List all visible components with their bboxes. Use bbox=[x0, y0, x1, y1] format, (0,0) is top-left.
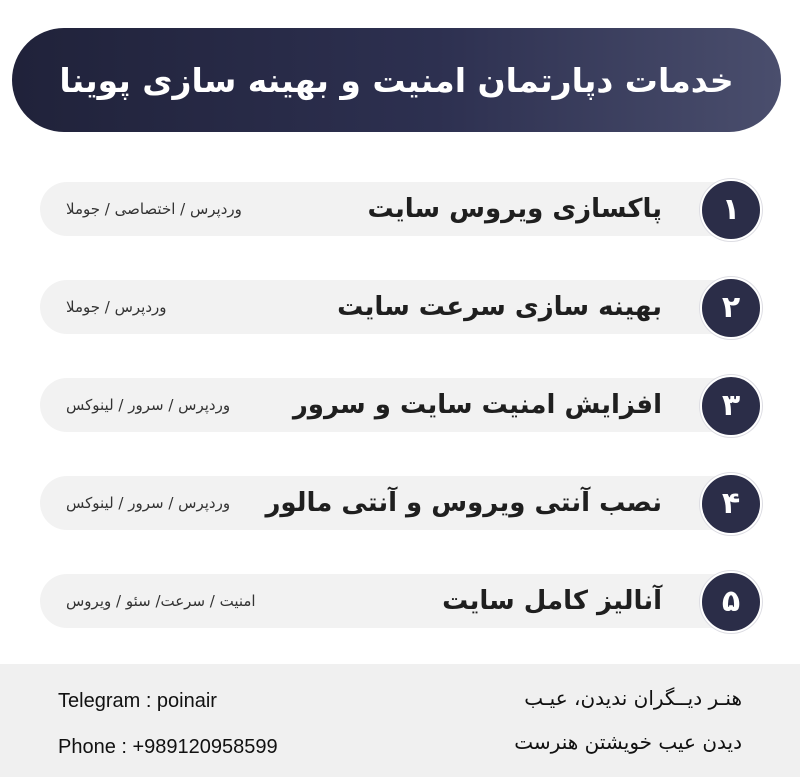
service-item-5 bbox=[40, 574, 758, 628]
footer bbox=[0, 664, 800, 777]
telegram-contact: Telegram : poinair bbox=[58, 690, 217, 712]
service-platforms: وردپرس / سرور / لینوکس bbox=[66, 494, 231, 512]
service-title: پاکسازی ویروس سایت bbox=[367, 194, 662, 224]
service-number-badge: ۳ bbox=[700, 375, 762, 437]
page-title: خدمات دپارتمان امنیت و بهینه سازی پوینا bbox=[12, 28, 781, 132]
service-title: نصب آنتی ویروس و آنتی مالور bbox=[265, 488, 662, 518]
service-title: آنالیز کامل سایت bbox=[442, 586, 662, 616]
service-number-badge: ۱ bbox=[700, 179, 762, 241]
service-number-badge: ۲ bbox=[700, 277, 762, 339]
phone-contact: Phone : +989120958599 bbox=[58, 736, 278, 758]
service-platforms: وردپرس / جوملا bbox=[66, 298, 167, 316]
quote-line-1: هنـر دیــگران ندیدن، عیـب bbox=[524, 686, 742, 710]
service-number-badge: ۴ bbox=[700, 473, 762, 535]
service-platforms: امنیت / سرعت/ سئو / ویروس bbox=[66, 592, 256, 610]
service-title: بهینه سازی سرعت سایت bbox=[337, 292, 662, 322]
service-title: افزایش امنیت سایت و سرور bbox=[292, 390, 662, 420]
service-platforms: وردپرس / اختصاصی / جوملا bbox=[66, 200, 242, 218]
quote-line-2: دیدن عیب خویشتن هنرست bbox=[514, 730, 742, 754]
service-platforms: وردپرس / سرور / لینوکس bbox=[66, 396, 231, 414]
service-item-1 bbox=[40, 182, 758, 236]
service-item-3 bbox=[40, 378, 758, 432]
service-number-badge: ۵ bbox=[700, 571, 762, 633]
service-item-4 bbox=[40, 476, 758, 530]
service-item-2 bbox=[40, 280, 758, 334]
